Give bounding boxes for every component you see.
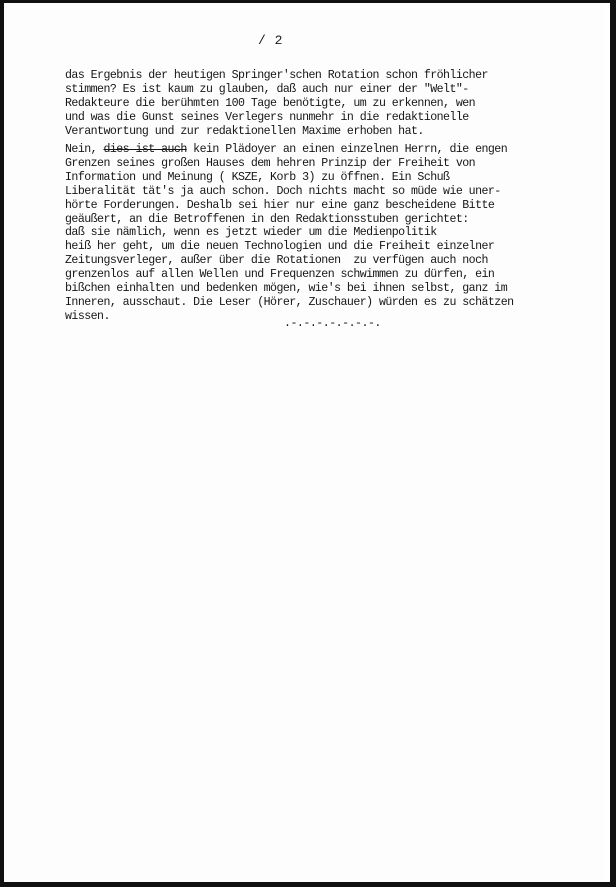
text-line: Zeitungsverleger, außer über die Rotationen zu verfügen auch noch <box>65 254 488 268</box>
text-line: Liberalität tät's ja auch schon. Doch nichts macht so müde wie uner- <box>65 184 501 198</box>
paragraph-2 <box>65 143 585 324</box>
text-line: Inneren, ausschaut. Die Leser (Hörer, Zuschauer) würden es zu schätzen <box>65 295 514 309</box>
text-line: bißchen einhalten und bedenken mögen, wie's bei ihnen selbst, ganz im <box>65 282 508 296</box>
paragraph-1 <box>65 69 585 139</box>
text-line: stimmen? Es ist kaum zu glauben, daß auch nur einer der "Welt"- <box>65 82 469 96</box>
text-line: daß sie nämlich, wenn es jetzt wieder um die Medienpolitik <box>65 226 437 240</box>
line-start: Nein, <box>65 143 104 156</box>
text-line: Redakteure die berühmten 100 Tage benötigte, um zu erkennen, wen <box>65 96 476 110</box>
text-line: und was die Gunst seines Verlegers nunmehr in die redaktionelle <box>65 110 469 124</box>
text-line: Grenzen seines großen Hauses dem hehren Prinzip der Freiheit von <box>65 156 476 170</box>
line-rest: kein Plädoyer an einen einzelnen Herrn, die engen <box>186 143 508 156</box>
page-number: / 2 <box>258 33 283 48</box>
text-line: heiß her geht, um die neuen Technologien und die Freiheit einzelner <box>65 240 495 254</box>
text-line: geäußert, an die Betroffenen in den Redaktionsstuben gerichtet: <box>65 212 469 226</box>
closing-mark: .-.-.-.-.-.-.-. <box>284 317 381 330</box>
text-line: wissen. <box>65 309 110 323</box>
text-line: hörte Forderungen. Deshalb sei hier nur eine ganz bescheidene Bitte <box>65 198 495 212</box>
text-line: grenzenlos auf allen Wellen und Frequenzen schwimmen zu dürfen, ein <box>65 268 495 282</box>
text-line: Verantwortung und zur redaktionellen Maxime erhoben hat. <box>65 124 424 138</box>
text-line: das Ergebnis der heutigen Springer'schen Rotation schon fröhlicher <box>65 69 488 82</box>
text-line: Information und Meinung ( KSZE, Korb 3) zu öffnen. Ein Schuß <box>65 170 450 184</box>
text-line <box>65 143 585 157</box>
struck-text: dies ist auch <box>103 143 187 156</box>
